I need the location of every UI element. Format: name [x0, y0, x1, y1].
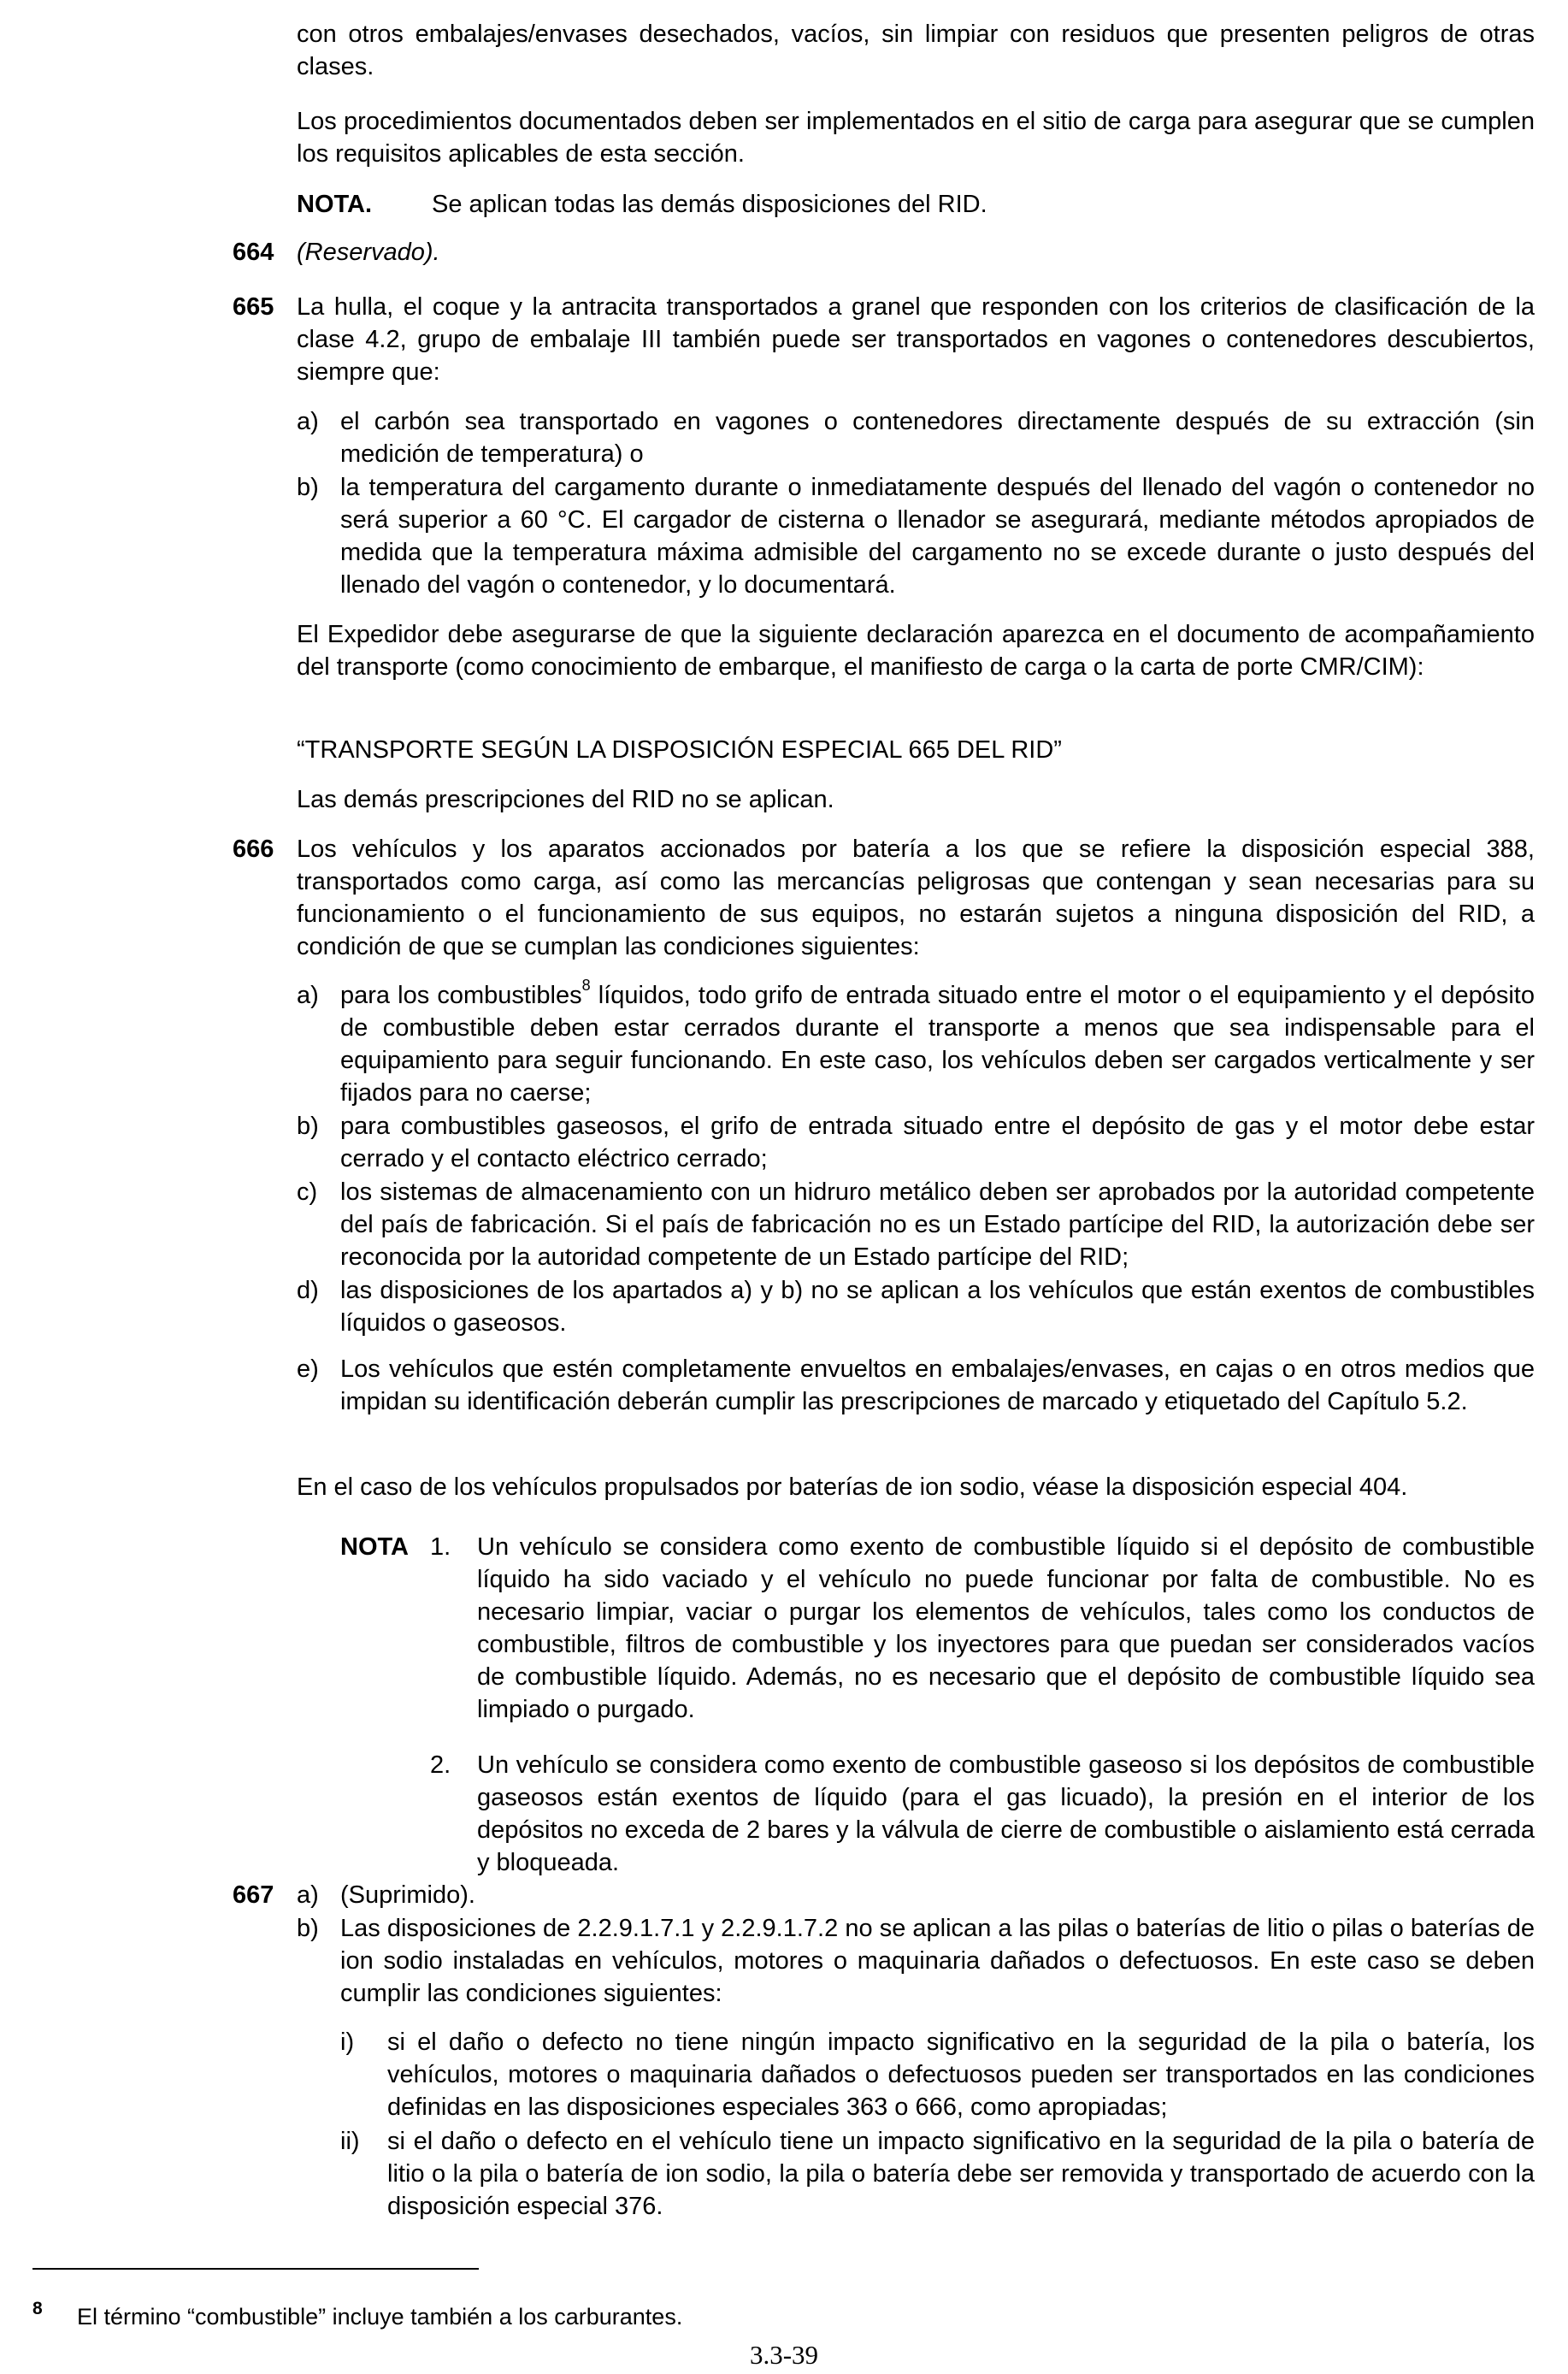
section-666-item-d: las disposiciones de los apartados a) y b) no se aplican a los vehículos que están exentos de combustibles líquidos o gaseosos.: [340, 1277, 1535, 1337]
section-667-label-b: b): [297, 1915, 319, 1942]
section-665-intro: La hulla, el coque y la antracita transportados a granel que responden con los criterios de clasificación de la clase 4.2, grupo de embalaje III también puede ser transportados en vagones o contenedores descubiertos, siempre que:: [297, 293, 1535, 386]
section-665-label-b: b): [297, 474, 319, 501]
section-667-item-a: (Suprimido).: [340, 1881, 475, 1909]
section-665-label-a: a): [297, 408, 319, 435]
section-666-label-d: d): [297, 1277, 319, 1304]
section-666-item-a: para los combustibles$^8$ líquidos, todo grifo de entrada situado entre el motor o el equipamiento y el depósito de combustible deben estar cerrados durante el transporte a menos que sea indispensable para el equipamiento para seguir funcionando. En este caso, los vehículos deben ser cargados verticalmente y ser fijados para no caerse;: [340, 977, 1535, 1107]
section-666-nota-label: NOTA: [340, 1533, 410, 1561]
page-number: 3.3-39: [749, 2340, 819, 2370]
footnote-reference: 8: [581, 977, 591, 995]
section-667-label-ii: ii): [340, 2128, 360, 2155]
nota-line: [297, 188, 1535, 221]
section-666-paragraph-2: En el caso de los vehículos propulsados por baterías de ion sodio, véase la disposición especial 404.: [297, 1473, 1408, 1501]
section-666-note-1-label: 1.: [430, 1533, 451, 1561]
section-666-intro: Los vehículos y los aparatos accionados por batería a los que se refiere la disposición especial 388, transportados como carga, así como las mercancías peligrosas que contengan y sean necesarias para su funcionamiento o el funcionamiento de sus equipos, no estarán sujetos a ninguna disposición del RID, a condición de que se cumplan las condiciones siguientes:: [297, 836, 1535, 960]
section-667-label-a: a): [297, 1881, 319, 1909]
section-664-text: (Reservado).: [297, 239, 440, 266]
section-667-item-i: si el daño o defecto no tiene ningún impacto significativo en la seguridad de la pila o batería, los vehículos, motores o maquinaria dañados o defectuosos pueden ser transportados en las condiciones definidas en las disposiciones especiales 363 o 666, como apropiadas;: [387, 2029, 1535, 2121]
section-665-quote: “TRANSPORTE SEGÚN LA DISPOSICIÓN ESPECIAL 665 DEL RID”: [297, 736, 1062, 764]
intro-paragraph-1: con otros embalajes/envases desechados, vacíos, sin limpiar con residuos que presenten peligros de otras clases.: [297, 21, 1535, 80]
section-666-label-b: b): [297, 1113, 319, 1140]
nota-label: NOTA.: [297, 191, 373, 218]
section-665-paragraph-2: El Expedidor debe asegurarse de que la siguiente declaración aparezca en el documento de acompañamiento del transporte (como conocimiento de embarque, el manifiesto de carga o la carta de porte CMR/CIM):: [297, 621, 1535, 681]
section-666-note-1: Un vehículo se considera como exento de combustible líquido si el depósito de combustible líquido ha sido vaciado y el vehículo no puede funcionar por falta de combustible. No es necesario limpiar, vaciar o purgar los elementos de vehículos, tales como los conductos de combustible, filtros de combustible y los inyectores para que puedan ser considerados vacíos de combustible líquido. Además, no es necesario que el depósito de combustible líquido sea limpiado o purgado.: [477, 1533, 1535, 1723]
section-number-666: 666: [233, 836, 274, 863]
intro-paragraph-2: Los procedimientos documentados deben ser implementados en el sitio de carga para asegurar que se cumplen los requisitos aplicables de esta sección.: [297, 108, 1535, 168]
nota-text: Se aplican todas las demás disposiciones del RID.: [432, 191, 987, 218]
section-666-note-2: Un vehículo se considera como exento de combustible gaseoso si los depósitos de combustible gaseosos están exentos de líquido (para el gas licuado), la presión en el interior de los depósitos no exceda de 2 bares y la válvula de cierre de combustible o aislamiento está cerrada y bloqueada.: [477, 1751, 1535, 1876]
footnote-separator: [32, 2268, 479, 2270]
section-number-667: 667: [233, 1881, 274, 1909]
section-665-item-b: la temperatura del cargamento durante o inmediatamente después del llenado del vagón o contenedor no será superior a 60 °C. El cargador de cisterna o llenador se asegurará, mediante métodos apropiados de medida que la temperatura máxima admisible del cargamento no se excede durante o justo después del llenado del vagón o contenedor, y lo documentará.: [340, 474, 1535, 599]
section-666-label-c: c): [297, 1178, 318, 1206]
footnote-number: 8: [32, 2299, 43, 2318]
section-666-item-e: Los vehículos que estén completamente envueltos en embalajes/envases, en cajas o en otros medios que impidan su identificación deberán cumplir las prescripciones de marcado y etiquetado del Capítulo 5.2.: [340, 1355, 1535, 1415]
section-number-665: 665: [233, 293, 274, 321]
section-666-label-e: e): [297, 1355, 319, 1383]
section-665-item-a: el carbón sea transportado en vagones o contenedores directamente después de su extracción (sin medición de temperatura) o: [340, 408, 1535, 468]
section-666-label-a: a): [297, 982, 319, 1009]
section-667-item-b: Las disposiciones de 2.2.9.1.7.1 y 2.2.9.1.7.2 no se aplican a las pilas o baterías de litio o pilas o baterías de ion sodio instaladas en vehículos, motores o maquinaria dañados o defectuosos. En este caso se deben cumplir las condiciones siguientes:: [340, 1915, 1535, 2007]
section-666-item-b: para combustibles gaseosos, el grifo de entrada situado entre el depósito de gas y el motor debe estar cerrado y el contacto eléctrico cerrado;: [340, 1113, 1535, 1172]
section-666-item-c: los sistemas de almacenamiento con un hidruro metálico deben ser aprobados por la autoridad competente del país de fabricación. Si el país de fabricación no es un Estado partícipe del RID, la autorización debe ser reconocida por la autoridad competente de un Estado partícipe del RID;: [340, 1178, 1535, 1271]
footnote-text: El término “combustible” incluye también a los carburantes.: [77, 2304, 683, 2330]
section-666-note-2-label: 2.: [430, 1751, 451, 1779]
section-665-paragraph-3: Las demás prescripciones del RID no se aplican.: [297, 786, 834, 813]
section-number-664: 664: [233, 239, 274, 266]
section-667-item-ii: si el daño o defecto en el vehículo tiene un impacto significativo en la seguridad de la pila o batería de litio o la pila o batería de ion sodio, la pila o batería debe ser removida y transportado de acuerdo con la disposición especial 376.: [387, 2128, 1535, 2220]
section-667-label-i: i): [340, 2029, 355, 2056]
